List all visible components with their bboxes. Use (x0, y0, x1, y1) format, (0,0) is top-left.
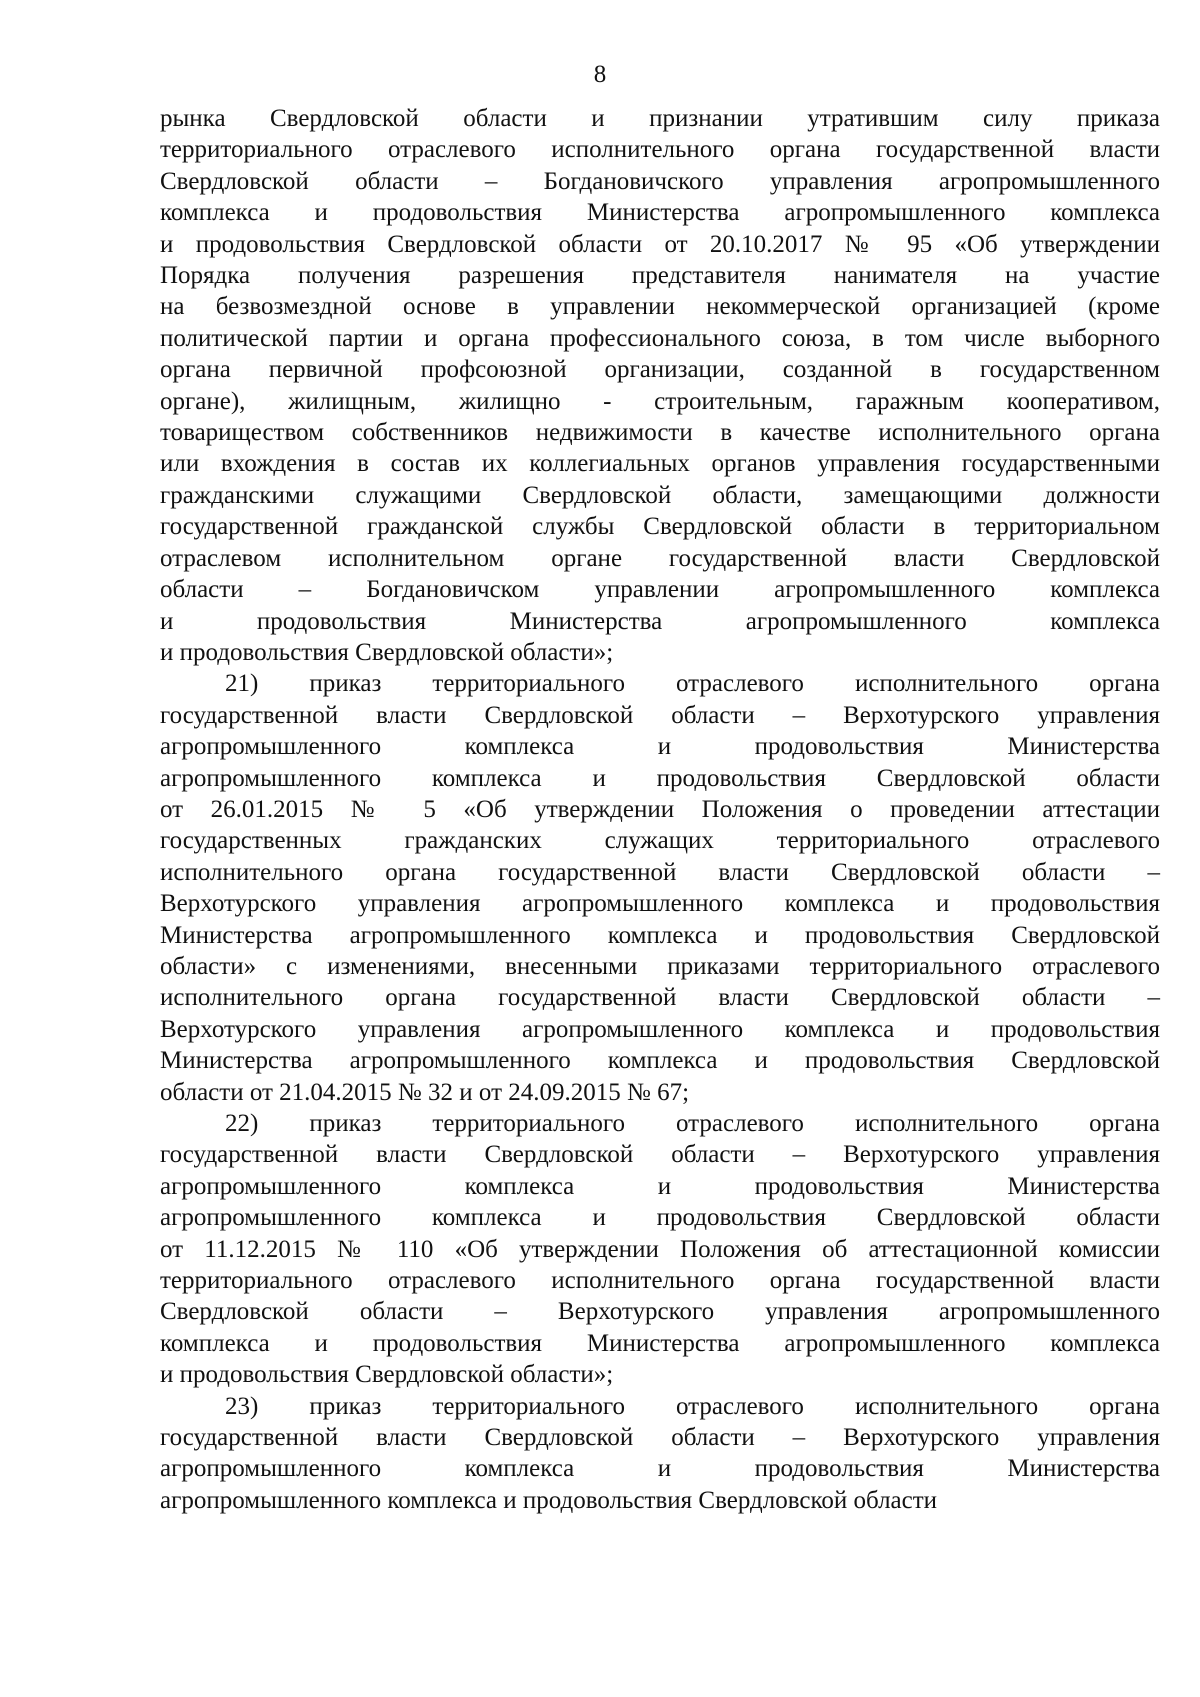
text-line: и продовольствия Свердловской области»; (160, 638, 614, 666)
text-line: Верхотурского управления агропромышленного комплекса и продовольствия (160, 890, 1160, 918)
text-line: и продовольствия Свердловской области от 20.10.2017 № 95 «Об утверждении (160, 230, 1160, 258)
text-line: области – Богдановичском управлении агропромышленного комплекса (160, 576, 1160, 604)
text-line: агропромышленного комплекса и продовольствия Свердловской области (160, 1204, 1160, 1232)
text-line: исполнительного органа государственной власти Свердловской области – (160, 858, 1160, 886)
text-line: Министерства агропромышленного комплекса и продовольствия Свердловской (160, 1047, 1160, 1075)
text-line: государственной гражданской службы Свердловской области в территориальном (160, 513, 1160, 541)
text-line: Министерства агропромышленного комплекса и продовольствия Свердловской (160, 921, 1160, 949)
text-line: комплекса и продовольствия Министерства агропромышленного комплекса (160, 199, 1160, 227)
text-line: товариществом собственников недвижимости в качестве исполнительного органа (160, 419, 1160, 447)
text-line: органа первичной профсоюзной организации, созданной в государственном (160, 356, 1160, 384)
text-line: агропромышленного комплекса и продовольствия Свердловской области (160, 764, 1160, 792)
text-line: государственных гражданских служащих территориального отраслевого (160, 827, 1160, 855)
text-line: агропромышленного комплекса и продовольствия Свердловской области (160, 1486, 938, 1514)
text-line: от 11.12.2015 № 110 «Об утверждении Положения об аттестационной комиссии (160, 1235, 1160, 1263)
page-number: 8 (593, 61, 607, 88)
text-line: 22) приказ территориального отраслевого исполнительного органа (225, 1110, 1160, 1137)
text-line: государственной власти Свердловской области – Верхотурского управления (160, 701, 1160, 729)
paragraph-1 (160, 103, 1160, 668)
text-line: органе), жилищным, жилищно - строительным, гаражным кооперативом, (160, 387, 1160, 415)
text-line: рынка Свердловской области и признании утратившим силу приказа (160, 105, 1160, 132)
text-line: и продовольствия Свердловской области»; (160, 1361, 614, 1389)
text-line: области» с изменениями, внесенными приказами территориального отраслевого (160, 952, 1160, 980)
text-line: Свердловской области – Верхотурского управления агропромышленного (160, 1298, 1160, 1326)
text-line: комплекса и продовольствия Министерства агропромышленного комплекса (160, 1329, 1160, 1357)
text-line: Свердловской области – Богдановичского управления агропромышленного (160, 167, 1160, 195)
paragraph-2 (160, 668, 1160, 1108)
text-line: государственной власти Свердловской области – Верхотурского управления (160, 1424, 1160, 1452)
text-line: Порядка получения разрешения представителя нанимателя на участие (160, 262, 1160, 290)
text-line: области от 21.04.2015 № 32 и от 24.09.2015 № 67; (160, 1078, 690, 1106)
text-line: и продовольствия Министерства агропромышленного комплекса (160, 607, 1160, 635)
text-line: государственной власти Свердловской области – Верхотурского управления (160, 1141, 1160, 1169)
paragraph-4 (160, 1391, 1160, 1517)
document-body (160, 103, 1160, 1516)
text-line: агропромышленного комплекса и продовольствия Министерства (160, 733, 1160, 761)
text-line: Верхотурского управления агропромышленного комплекса и продовольствия (160, 1015, 1160, 1043)
paragraph-3 (160, 1108, 1160, 1391)
text-line: агропромышленного комплекса и продовольствия Министерства (160, 1455, 1160, 1483)
text-line: агропромышленного комплекса и продовольствия Министерства (160, 1172, 1160, 1200)
text-line: территориального отраслевого исполнительного органа государственной власти (160, 136, 1160, 164)
text-line: исполнительного органа государственной власти Свердловской области – (160, 984, 1160, 1012)
text-line: гражданскими служащими Свердловской области, замещающими должности (160, 481, 1160, 509)
text-line: от 26.01.2015 № 5 «Об утверждении Положения о проведении аттестации (160, 795, 1160, 823)
text-line: 21) приказ территориального отраслевого исполнительного органа (225, 670, 1160, 698)
text-line: или вхождения в состав их коллегиальных органов управления государственными (160, 450, 1160, 478)
text-line: отраслевом исполнительном органе государственной власти Свердловской (160, 544, 1160, 572)
text-line: политической партии и органа профессионального союза, в том числе выборного (160, 324, 1160, 352)
text-line: на безвозмездной основе в управлении некоммерческой организацией (кроме (160, 293, 1160, 321)
text-line: территориального отраслевого исполнительного органа государственной власти (160, 1267, 1160, 1295)
text-line: 23) приказ территориального отраслевого исполнительного органа (225, 1392, 1160, 1420)
